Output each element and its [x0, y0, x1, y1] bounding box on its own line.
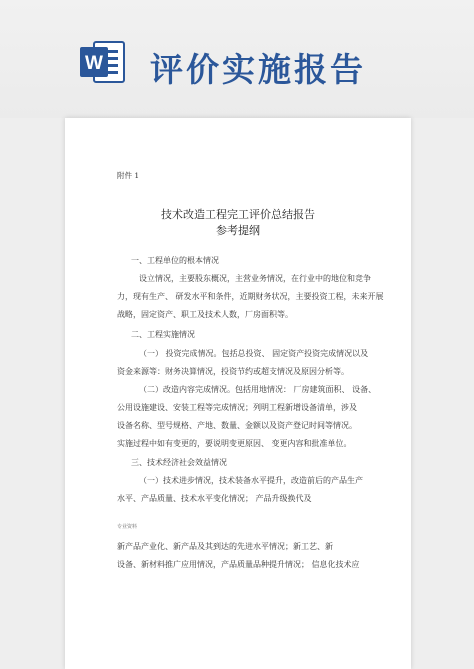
word-document-icon: [78, 38, 126, 86]
document-subtitle: 参考提纲: [216, 224, 260, 237]
logo-letter: W: [85, 53, 103, 74]
body-line: 设备、新材料推广应用情况，产品质量品种提升情况； 信息化技术应: [117, 560, 360, 569]
attachment-label: 附件 1: [117, 171, 140, 180]
body-line: （一）技术进步情况，技术装备水平提升，改造前后的产品生产: [139, 476, 363, 485]
section-heading-1: 一、工程单位的根本情况: [131, 256, 219, 265]
body-line: 新产品产业化、新产品及其到达的先进水平情况；新工艺、新: [117, 542, 333, 551]
body-line: 设立情况，主要股东概况，主营业务情况，在行业中的地位和竞争: [139, 274, 371, 283]
banner-title: 评价实施报告: [150, 50, 366, 89]
document-title: 技术改造工程完工评价总结报告: [161, 208, 315, 221]
body-line: （二）改造内容完成情况。包括用地情况： 厂房建筑面积、 设备、: [139, 385, 377, 394]
header-banner: [0, 0, 474, 118]
section-heading-3: 三、技术经济社会效益情况: [131, 458, 227, 467]
body-line: 力，现有生产、 研发水平和条件，近期财务状况，主要投资工程，未来开展: [117, 292, 384, 301]
document-page: [65, 118, 411, 669]
body-line: 设备名称、型号规格、产地、数量、金额以及资产登记时间等情况。: [117, 421, 357, 430]
body-line: 战略，固定资产、职工及技术人数，厂房面积等。: [117, 310, 293, 319]
page-footer-label: 专业资料: [117, 524, 138, 530]
body-line: 水平、产品质量、技术水平变化情况； 产品升级换代及: [117, 494, 312, 503]
body-line: （一） 投资完成情况。包括总投资、 固定资产投资完成情况以及: [139, 349, 369, 358]
section-heading-2: 二、工程实施情况: [131, 330, 195, 339]
body-line: 实施过程中如有变更的，要说明变更原因、 变更内容和批准单位。: [117, 439, 352, 448]
body-line: 公用设施建设、安装工程等完成情况；列明工程新增设备清单，涉及: [117, 403, 357, 412]
body-line: 资金来源等：财务决算情况，投资节约或超支情况及原因分析等。: [117, 367, 349, 376]
